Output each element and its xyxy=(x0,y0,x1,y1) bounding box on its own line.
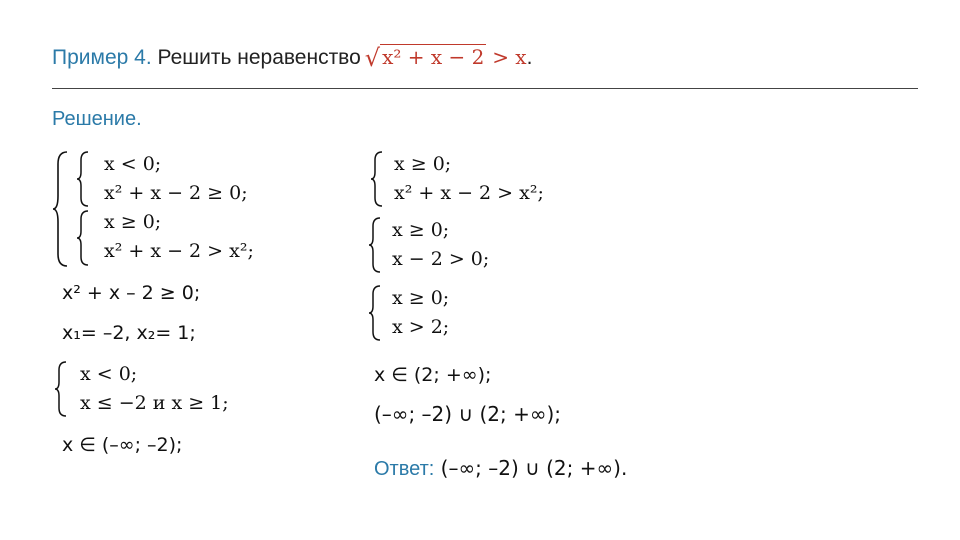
left-sys1-line1: x < 0; xyxy=(104,153,162,175)
example-number: Пример 4. xyxy=(52,46,152,69)
brace-icon xyxy=(54,360,68,418)
left-result: x ∈ (–∞; –2); xyxy=(62,434,183,456)
brace-icon xyxy=(368,284,382,342)
right-sys3-line2: x > 2; xyxy=(392,316,450,338)
right-sys2-line2: x − 2 > 0; xyxy=(392,248,490,270)
right-system-1 xyxy=(394,150,544,208)
inner-brace-icon xyxy=(76,209,90,267)
right-system-3 xyxy=(392,284,449,342)
right-result: x ∈ (2; +∞); xyxy=(374,364,492,386)
solution-label: Решение. xyxy=(52,108,142,130)
left-roots: x₁= –2, x₂= 1; xyxy=(62,322,196,344)
sqrt-icon: √ xyxy=(364,44,381,72)
inner-brace-icon xyxy=(76,150,90,208)
page-title xyxy=(52,44,532,72)
outer-brace-icon xyxy=(52,150,70,268)
inequality-rhs: > x xyxy=(492,45,527,69)
left-sys2-line2: x² + x − 2 > x²; xyxy=(104,240,254,262)
left-sys3-line2: x ≤ −2 и x ≥ 1; xyxy=(80,392,229,414)
left-sys2-line1: x ≥ 0; xyxy=(104,211,162,233)
right-sys1-line2: x² + x − 2 > x²; xyxy=(394,182,544,204)
left-system-2 xyxy=(104,208,254,266)
sqrt-expression xyxy=(365,44,487,72)
title-divider xyxy=(52,88,918,89)
right-system-2 xyxy=(392,216,489,274)
union-set: (–∞; –2) ∪ (2; +∞); xyxy=(374,402,562,426)
brace-icon xyxy=(368,216,382,274)
task-text: Решить неравенство xyxy=(157,46,361,69)
left-sys3-line1: x < 0; xyxy=(80,363,138,385)
radicand: x² + x − 2 xyxy=(382,45,485,69)
answer xyxy=(374,456,627,481)
left-system-1 xyxy=(104,150,248,208)
right-sys2-line1: x ≥ 0; xyxy=(392,219,450,241)
title-period: . xyxy=(526,46,533,69)
right-sys1-line1: x ≥ 0; xyxy=(394,153,452,175)
answer-value: (–∞; –2) ∪ (2; +∞). xyxy=(440,456,628,480)
brace-icon xyxy=(370,150,384,208)
answer-label: Ответ: xyxy=(374,458,435,480)
left-inequality: x² + x – 2 ≥ 0; xyxy=(62,282,201,304)
left-sys1-line2: x² + x − 2 ≥ 0; xyxy=(104,182,248,204)
left-system-3 xyxy=(80,360,229,418)
right-sys3-line1: x ≥ 0; xyxy=(392,287,450,309)
